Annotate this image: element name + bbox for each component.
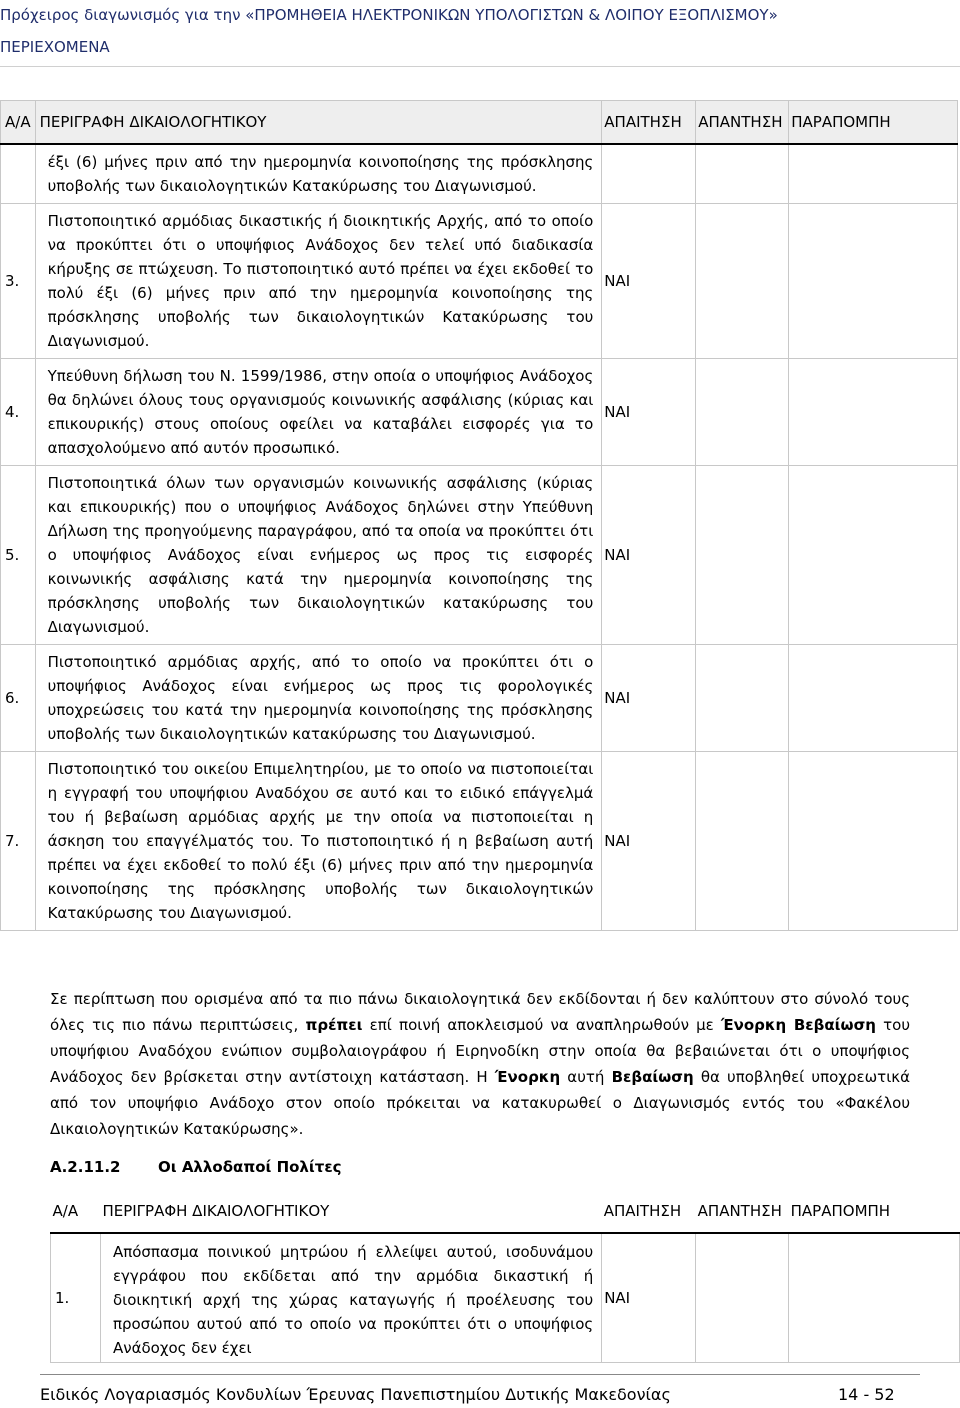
table-header-row	[51, 1196, 960, 1233]
row-reference-cell	[789, 1233, 960, 1363]
row-description: έξι (6) μήνες πριν από την ημερομηνία κοινοποίησης της πρόσκλησης υποβολής των δικαιολογητικών Κατακύρωσης του Διαγωνισμού.	[35, 144, 602, 204]
row-reference-cell	[789, 466, 958, 645]
note-paragraph	[50, 986, 910, 1142]
row-answer-cell	[696, 204, 789, 359]
row-reference-cell	[789, 359, 958, 466]
row-number: 5.	[1, 466, 36, 645]
row-requirement: ΝΑΙ	[602, 752, 696, 931]
row-number: 3.	[1, 204, 36, 359]
note-bold-text: πρέπει	[305, 1016, 363, 1034]
note-bold-text: Βεβαίωση	[611, 1068, 694, 1086]
table-row	[51, 1233, 960, 1363]
table-row	[1, 144, 958, 204]
note-bold-text: Ένορκη Βεβαίωση	[720, 1016, 876, 1034]
row-description: Πιστοποιητικό αρμόδιας αρχής, από το οποίο να προκύπτει ότι ο υποψήφιος Ανάδοχος είναι ενήμερος ως προς τις φορολογικές υποχρεώσεις του κατά την ημερομηνία κοινοποίησης της πρόσκλησης υποβολής των δικαιολογητικών κατακύρωσης του Διαγωνισμού.	[35, 645, 602, 752]
table-row	[1, 466, 958, 645]
foreign-citizens-table	[50, 1196, 960, 1363]
row-number: 6.	[1, 645, 36, 752]
column-header-aa: Α/Α	[51, 1196, 101, 1233]
note-text: του υποψήφιου Αναδόχου ενώπιον συμβολαιογράφου ή Ειρηνοδίκη στην οποία θα βεβαιώνεται ότι ο υποψήφιος Ανάδοχος δεν βρίσκεται στην αντίστοιχη κατάσταση. Η	[50, 1016, 910, 1086]
row-reference-cell	[789, 204, 958, 359]
row-answer-cell	[696, 1233, 789, 1363]
section-title: Οι Αλλοδαποί Πολίτες	[158, 1158, 342, 1176]
table-row	[1, 752, 958, 931]
row-answer-cell	[696, 752, 789, 931]
table-header-row	[1, 101, 958, 145]
row-description: Υπεύθυνη δήλωση του Ν. 1599/1986, στην οποία ο υποψήφιος Ανάδοχος θα δηλώνει όλους τους οργανισμούς κοινωνικής ασφάλισης (κύριας και επικουρικής) στους οποίους οφείλει να καταβάλει εισφορές για το απασχολούμενο από αυτόν προσωπικό.	[35, 359, 602, 466]
header-divider	[0, 66, 960, 67]
column-header-description: ΠΕΡΙΓΡΑΦΗ ΔΙΚΑΙΟΛΟΓΗΤΙΚΟΥ	[100, 1196, 601, 1233]
note-text: επί ποινή αποκλεισμού να αναπληρωθούν με	[362, 1016, 721, 1034]
row-number	[1, 144, 36, 204]
note-bold-text: Ένορκη	[494, 1068, 561, 1086]
column-header-description: ΠΕΡΙΓΡΑΦΗ ΔΙΚΑΙΟΛΟΓΗΤΙΚΟΥ	[35, 101, 602, 145]
footer-page-number: 14 - 52	[838, 1385, 895, 1404]
table-row	[1, 645, 958, 752]
row-reference-cell	[789, 144, 958, 204]
row-answer-cell	[696, 466, 789, 645]
column-header-requirement: ΑΠΑΙΤΗΣΗ	[602, 1196, 696, 1233]
column-header-answer: ΑΠΑΝΤΗΣΗ	[696, 101, 789, 145]
row-answer-cell	[696, 645, 789, 752]
row-reference-cell	[789, 645, 958, 752]
row-description: Πιστοποιητικό του οικείου Επιμελητηρίου, με το οποίο να πιστοποιείται η εγγραφή του υποψήφιου Αναδόχου σε αυτό και το ειδικό επάγγελμά του ή βεβαίωση αρμόδιας αρχής με την οποία να πιστοποιείται η άσκηση του επαγγέλματός του. Το πιστοποιητικό ή η βεβαίωση αυτή πρέπει να έχει εκδοθεί το πολύ έξι (6) μήνες πριν από την ημερομηνία κοινοποίησης της πρόσκλησης υποβολής των δικαιολογητικών Κατακύρωσης του Διαγωνισμού.	[35, 752, 602, 931]
column-header-answer: ΑΠΑΝΤΗΣΗ	[696, 1196, 789, 1233]
row-requirement	[602, 144, 696, 204]
document-section-label: ΠΕΡΙΕΧΟΜΕΝΑ	[0, 38, 110, 56]
row-number: 4.	[1, 359, 36, 466]
column-header-aa: Α/Α	[1, 101, 36, 145]
row-requirement: ΝΑΙ	[602, 1233, 696, 1363]
footer-organization: Ειδικός Λογαριασμός Κονδυλίων Έρευνας Πανεπιστημίου Δυτικής Μακεδονίας	[40, 1385, 671, 1404]
row-answer-cell	[696, 144, 789, 204]
column-header-reference: ΠΑΡΑΠΟΜΠΗ	[789, 101, 958, 145]
note-text: θα υποβληθεί υποχρεωτικά από τον υποψήφιο Ανάδοχο στον οποίο πρόκειται να κατακυρωθεί ο Διαγωνισμός εντός του «Φακέλου Δικαιολογητικών Κατακύρωσης».	[50, 1068, 910, 1138]
row-requirement: ΝΑΙ	[602, 645, 696, 752]
note-text: Σε περίπτωση που ορισμένα από τα πιο πάνω δικαιολογητικά δεν εκδίδονται ή δεν καλύπτουν στο σύνολό τους όλες τις πιο πάνω περιπτώσεις,	[50, 990, 910, 1034]
note-text: αυτή	[560, 1068, 612, 1086]
row-description: Απόσπασμα ποινικού μητρώου ή ελλείψει αυτού, ισοδυνάμου εγγράφου που εκδίδεται από την αρμόδια δικαστική ή διοικητική αρχή της χώρας καταγωγής ή προέλευσης του προσώπου αυτού από το οποίο να προκύπτει ότι ο υποψήφιος Ανάδοχος δεν έχει	[100, 1233, 601, 1363]
row-number: 1.	[51, 1233, 101, 1363]
row-requirement: ΝΑΙ	[602, 359, 696, 466]
column-header-reference: ΠΑΡΑΠΟΜΠΗ	[789, 1196, 960, 1233]
section-number: Α.2.11.2	[50, 1158, 121, 1176]
table-row	[1, 204, 958, 359]
row-description: Πιστοποιητικά όλων των οργανισμών κοινωνικής ασφάλισης (κύριας και επικουρικής) που ο υποψήφιος Ανάδοχος δηλώνει στην Υπεύθυνη Δήλωση της προηγούμενης παραγράφου, από τα οποία να προκύπτει ότι ο υποψήφιος Ανάδοχος είναι ενήμερος ως προς τις εισφορές κοινωνικής ασφάλισης κατά την ημερομηνία κοινοποίησης της πρόσκλησης υποβολής των δικαιολογητικών κατακύρωσης του Διαγωνισμού.	[35, 466, 602, 645]
document-header-title: Πρόχειρος διαγωνισμός για την «ΠΡΟΜΗΘΕΙΑ ΗΛΕΚΤΡΟΝΙΚΩΝ ΥΠΟΛΟΓΙΣΤΩΝ & ΛΟΙΠΟΥ ΕΞΟΠΛΙΣΜΟΥ»	[0, 6, 778, 24]
footer-divider	[40, 1374, 920, 1375]
row-reference-cell	[789, 752, 958, 931]
row-requirement: ΝΑΙ	[602, 204, 696, 359]
row-number: 7.	[1, 752, 36, 931]
row-requirement: ΝΑΙ	[602, 466, 696, 645]
requirements-table	[0, 100, 958, 931]
column-header-requirement: ΑΠΑΙΤΗΣΗ	[602, 101, 696, 145]
row-description: Πιστοποιητικό αρμόδιας δικαστικής ή διοικητικής Αρχής, από το οποίο να προκύπτει ότι ο υποψήφιος Ανάδοχος δεν τελεί υπό διαδικασία κήρυξης σε πτώχευση. Το πιστοποιητικό αυτό πρέπει να έχει εκδοθεί το πολύ έξι (6) μήνες πριν από την ημερομηνία κοινοποίησης της πρόσκλησης υποβολής των δικαιολογητικών Κατακύρωσης του Διαγωνισμού.	[35, 204, 602, 359]
row-answer-cell	[696, 359, 789, 466]
table-row	[1, 359, 958, 466]
